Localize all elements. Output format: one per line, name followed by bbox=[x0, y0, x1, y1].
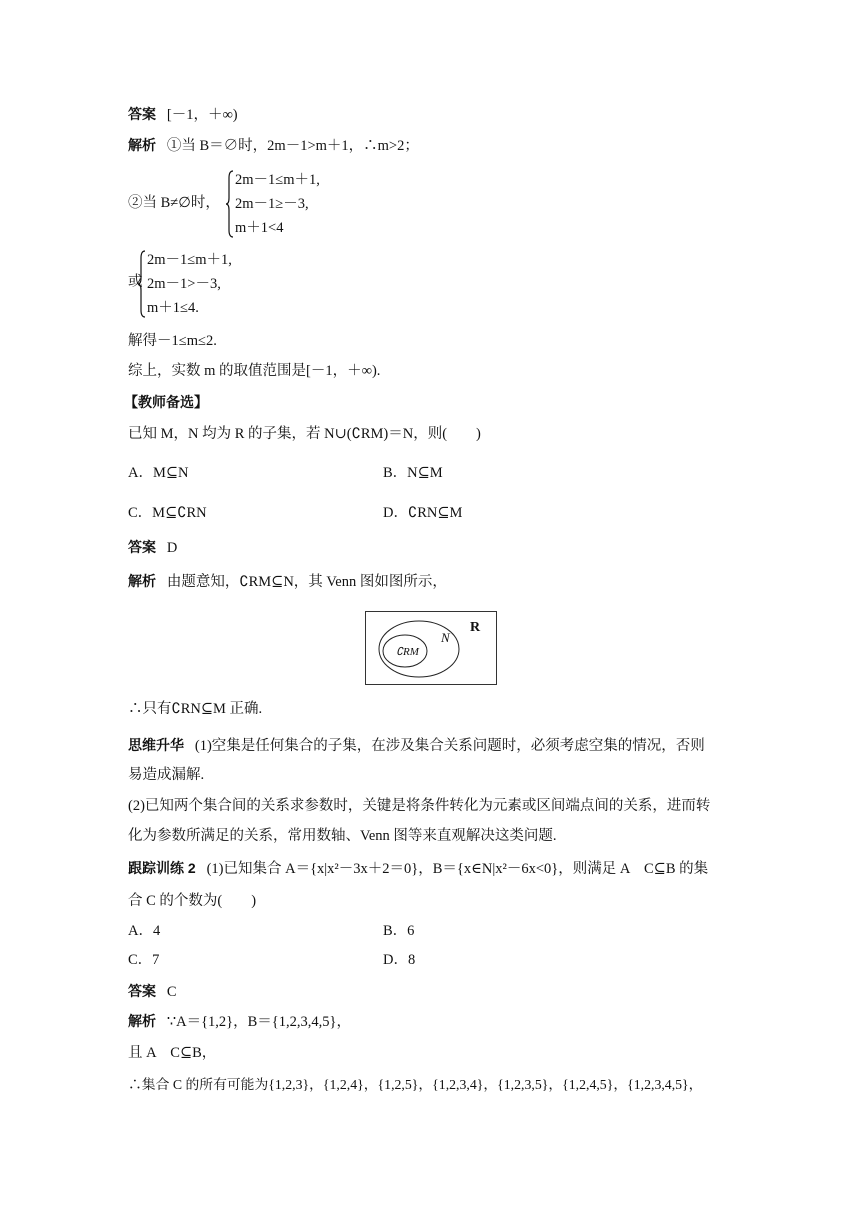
condition-line: 且 A C⊆B， bbox=[128, 1045, 217, 1061]
answer-line-2 bbox=[128, 537, 177, 558]
answer-value: D bbox=[166, 540, 178, 556]
answer-label: 答案 bbox=[128, 106, 156, 122]
track-question bbox=[128, 858, 708, 879]
system-1-row-3: m＋1<4 bbox=[235, 220, 284, 236]
analysis-label: 解析 bbox=[128, 137, 156, 153]
option-d: D．∁RN⊆M bbox=[383, 505, 463, 521]
option-a: A．4 bbox=[128, 923, 161, 939]
system-1-row-2: 2m－1≥－3, bbox=[235, 196, 309, 212]
thinking-label: 思维升华 bbox=[128, 737, 184, 753]
option-d: D．8 bbox=[383, 952, 416, 968]
analysis-line-3 bbox=[128, 1011, 351, 1032]
track-question-a: (1)已知集合 A＝{x|x²－3x＋2＝0}，B＝{x∈N|x²－6x<0}，则满足 A C⊆B 的集 bbox=[206, 861, 709, 877]
thinking-text-1a: (1)空集是任何集合的子集，在涉及集合关系问题时，必须考虑空集的情况，否则 bbox=[194, 738, 705, 754]
answer-line-1 bbox=[128, 104, 238, 125]
analysis-line-2 bbox=[128, 571, 447, 592]
analysis-line-1 bbox=[128, 135, 419, 156]
analysis-text: 由题意知，∁RM⊆N，其 Venn 图如图所示， bbox=[166, 574, 447, 590]
venn-figure bbox=[366, 612, 496, 684]
thinking-text-1b: 易造成漏解. bbox=[128, 767, 205, 783]
conclusion-line: 综上，实数 m 的取值范围是[－1，＋∞). bbox=[128, 363, 381, 379]
answer-label: 答案 bbox=[128, 983, 156, 999]
answer-line-3 bbox=[128, 981, 177, 1002]
system-2-row-1: 2m－1≤m＋1, bbox=[147, 252, 232, 268]
option-b: B．6 bbox=[383, 923, 415, 939]
teacher-heading: 【教师备选】 bbox=[124, 394, 208, 410]
possible-sets-line: ∴集合 C 的所有可能为{1,2,3}，{1,2,4}，{1,2,5}，{1,2,3,4}，{1,2,3,5}，{1,2,4,5}，{1,2,3,4,5}， bbox=[128, 1077, 703, 1092]
option-a: A．M⊆N bbox=[128, 465, 189, 481]
analysis-label: 解析 bbox=[128, 1013, 156, 1029]
venn-diagram bbox=[365, 611, 497, 685]
system-1-row-1: 2m－1≤m＋1, bbox=[235, 172, 320, 188]
system-1-prefix: ②当 B≠∅时， bbox=[128, 195, 220, 211]
universal-set-label: R bbox=[470, 620, 481, 635]
complement-m-label: ∁RM bbox=[396, 646, 419, 658]
system-2-row-2: 2m－1>－3, bbox=[147, 276, 221, 292]
thinking-text-2b: 化为参数所满足的关系，常用数轴、Venn 图等来直观解决这类问题. bbox=[128, 828, 557, 844]
solution-line: 解得－1≤m≤2. bbox=[128, 333, 217, 349]
option-c: C．7 bbox=[128, 952, 160, 968]
track-label: 跟踪训练 2 bbox=[128, 860, 196, 876]
answer-label: 答案 bbox=[128, 539, 156, 555]
left-brace-icon bbox=[226, 170, 234, 238]
result-line: ∴只有∁RN⊆M 正确. bbox=[128, 701, 263, 717]
set-n-label: N bbox=[441, 630, 450, 645]
equation-system-1 bbox=[226, 170, 406, 238]
analysis-label: 解析 bbox=[128, 573, 156, 589]
option-b: B．N⊆M bbox=[383, 465, 443, 481]
option-c: C．M⊆∁RN bbox=[128, 505, 207, 521]
track-question-b: 合 C 的个数为( ) bbox=[128, 893, 257, 909]
thinking-para-1 bbox=[128, 735, 705, 756]
thinking-text-2a: (2)已知两个集合间的关系求参数时，关键是将条件转化为元素或区间端点间的关系，进而转 bbox=[128, 798, 711, 814]
system-2-prefix: 或 bbox=[128, 274, 143, 290]
equation-system-2 bbox=[138, 250, 318, 318]
analysis-text: ①当 B＝∅时，2m－1>m＋1，∴m>2； bbox=[166, 138, 419, 154]
left-brace-icon bbox=[138, 250, 146, 318]
answer-value: C bbox=[166, 984, 177, 1000]
answer-value: [－1，＋∞) bbox=[166, 107, 238, 123]
system-2-row-3: m＋1≤4. bbox=[147, 300, 199, 316]
analysis-text: ∵A＝{1,2}，B＝{1,2,3,4,5}， bbox=[166, 1014, 351, 1030]
question-1: 已知 M，N 均为 R 的子集，若 N∪(∁RM)＝N，则( ) bbox=[128, 426, 481, 442]
